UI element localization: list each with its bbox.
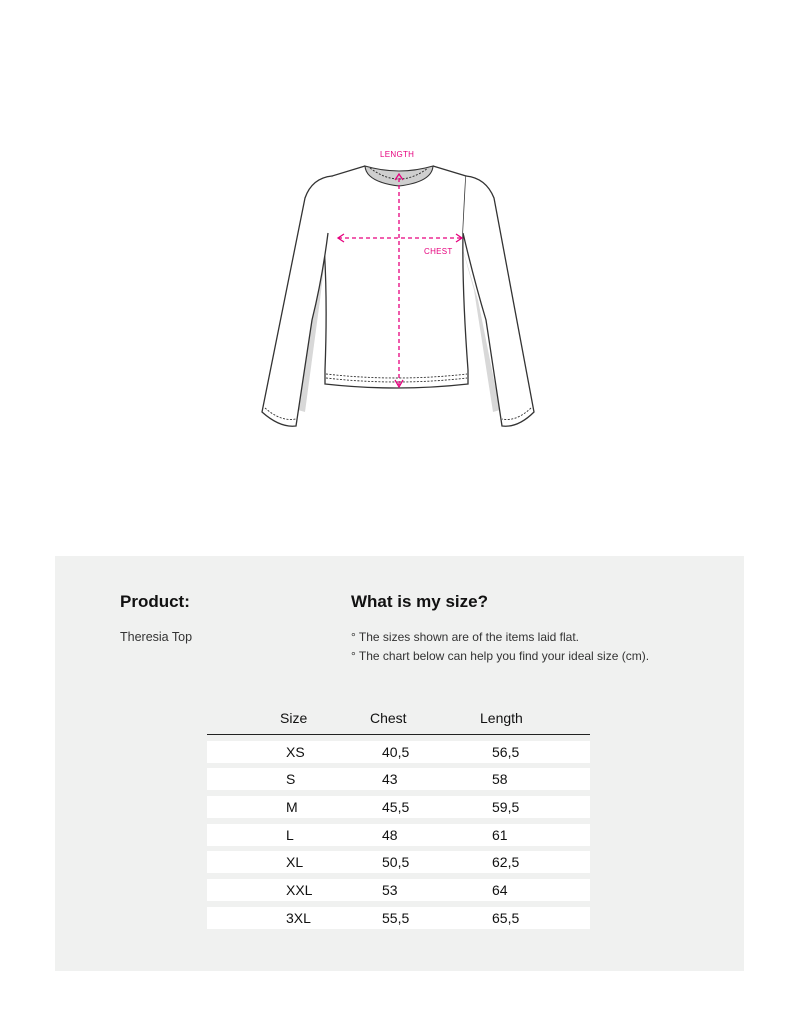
length-label: LENGTH [380,150,415,159]
column-header-size: Size [280,710,308,726]
length-cell: 65,5 [492,909,520,926]
product-name: Theresia Top [120,630,193,644]
length-cell: 64 [492,882,508,899]
size-cell: M [286,799,298,816]
length-cell: 56,5 [492,743,520,760]
size-cell: 3XL [286,909,311,926]
size-table [207,706,590,929]
table-row [207,824,590,846]
column-header-length: Length [480,710,523,726]
length-cell: 59,5 [492,799,520,816]
chest-label: CHEST [424,247,453,256]
size-guide-panel [55,556,744,971]
size-cell: XXL [286,882,313,899]
table-row [207,741,590,763]
chest-cell: 43 [382,771,398,788]
size-table-header [207,706,590,735]
chest-cell: 50,5 [382,854,410,871]
product-heading: Product: [120,592,190,611]
table-row [207,907,590,929]
table-row [207,879,590,901]
chest-cell: 55,5 [382,909,410,926]
table-row [207,768,590,790]
size-notes [351,628,649,666]
length-cell: 62,5 [492,854,520,871]
size-cell: L [286,826,294,843]
size-note: ° The chart below can help you find your ideal size (cm). [351,649,650,663]
chest-cell: 48 [382,826,398,843]
table-row [207,851,590,873]
size-cell: XS [286,743,305,760]
length-cell: 58 [492,771,508,788]
size-cell: S [286,771,296,788]
chest-cell: 45,5 [382,799,410,816]
size-cell: XL [286,854,304,871]
chest-cell: 53 [382,882,398,899]
size-help-heading: What is my size? [351,592,488,611]
column-header-chest: Chest [370,710,407,726]
length-cell: 61 [492,826,508,843]
table-row [207,796,590,818]
chest-cell: 40,5 [382,743,410,760]
garment-illustration [230,140,550,440]
size-note: ° The sizes shown are of the items laid flat. [351,630,580,644]
